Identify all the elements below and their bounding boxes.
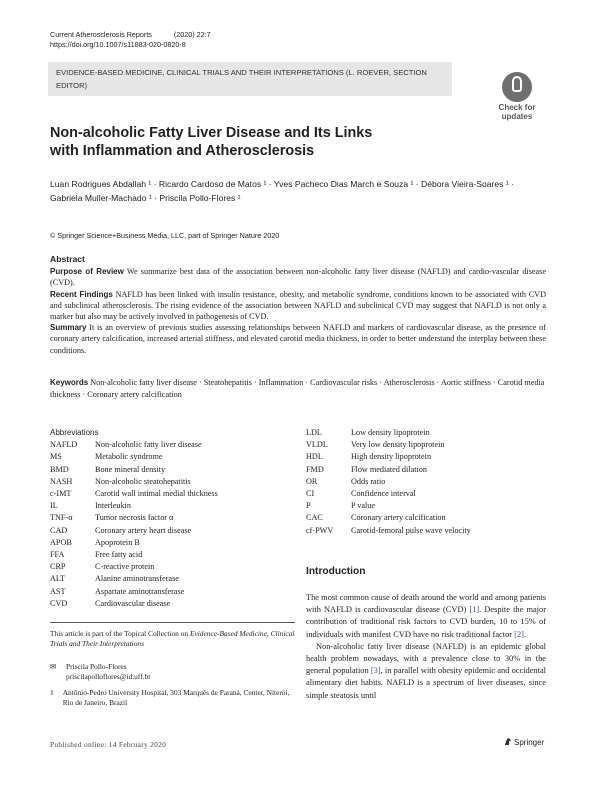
keywords-text: Non-alcoholic fatty liver disease · Steatohepatitis · Inflammation · Cardiovascular risks · Atherosclerosis · Aortic stiffness · Carotid media thickness · Coronary artery calcification — [50, 378, 545, 399]
purpose-text: We summarize best data of the association between non-alcoholic fatty liver disease (NAFLD) and cardio-vascular disease (CVD). — [50, 267, 546, 288]
abbr-row: OR Odds ratio — [306, 476, 386, 486]
abbr-row: cf-PWV Carotid-femoral pulse wave velocity — [306, 525, 471, 535]
reference-link[interactable]: [1] — [469, 605, 480, 615]
affiliation-text: Antônio-Pedro University Hospital, 303 Marquês de Paraná, Center, Niterói, Rio de Janeiro, Brazil — [62, 688, 290, 707]
intro-paragraph-2: Non-alcoholic fatty liver disease (NAFLD) is an epidemic global health problem nowadays, with a prevalence close to 30% in the general population [3], in parallel with obesity epidemic and occidental alimentary diet habits. NAFLD is a spectrum of liver diseases, since simple steatosis until — [306, 641, 546, 700]
contact-name: Priscila Pollo-Flores — [66, 662, 127, 671]
note-prefix: This article is part of the Topical Collection on — [50, 629, 190, 638]
abstract-section — [50, 254, 546, 356]
badge-line1: Check for — [498, 103, 536, 112]
note-topic: Evidence-Based Medicine, Clinical Trials and Their Interpretations — [50, 629, 295, 648]
contact-email[interactable]: priscilapolloflores@id.uff.br — [66, 672, 151, 681]
summary-label: Summary — [50, 323, 87, 333]
abbr-row: MS Metabolic syndrome — [50, 452, 163, 462]
check-for-updates-badge[interactable] — [491, 72, 543, 124]
abbreviations-right — [306, 427, 471, 537]
abbr-row: FFA Free fatty acid — [50, 550, 143, 560]
abstract-heading: Abstract — [50, 254, 85, 264]
reference-link[interactable]: [3] — [370, 666, 381, 676]
article-title: Non-alcoholic Fatty Liver Disease and Its Links with Inflammation and Atherosclerosis — [50, 125, 373, 159]
abbr-row: CAD Coronary artery heart disease — [50, 525, 192, 535]
published-online: Published online: 14 February 2020 — [50, 740, 167, 749]
abbr-row: CRP C-reactive protein — [50, 562, 155, 572]
abbr-row: HDL High density lipoprotein — [306, 452, 432, 462]
bookmark-icon — [502, 72, 532, 102]
keywords-label: Keywords — [50, 378, 89, 387]
introduction-body — [306, 592, 546, 702]
topical-collection-note — [50, 622, 295, 649]
abbr-row: ALT Alanine aminotransferase — [50, 574, 179, 584]
abbreviations-left — [50, 427, 218, 610]
springer-horse-icon — [504, 737, 512, 746]
abbr-row: FMD Flow mediated dilation — [306, 464, 427, 474]
abbr-row: NASH Non-alcoholic steatohepatitis — [50, 476, 191, 486]
abbr-row: P P value — [306, 501, 376, 511]
keywords-section — [50, 377, 546, 401]
abbr-row: c-IMT Carotid wall intimal medial thickness — [50, 489, 218, 499]
abbr-row: VLDL Very low density lipoprotein — [306, 440, 445, 450]
abbr-row: NAFLD Non-alcoholic fatty liver disease — [50, 440, 202, 450]
correspondence-block — [50, 662, 295, 708]
purpose-label: Purpose of Review — [50, 267, 124, 277]
intro-paragraph-1: The most common cause of death around the world and among patients with NAFLD is cardiovascular disease (CVD) [1]. Despite the major contribution of traditional risk factors to CVD burden, 10 to 15% of individuals with manifest CVD have no risk traditional factor [2]. — [306, 593, 546, 639]
abbreviations-heading: Abbreviations — [50, 428, 99, 437]
introduction-heading: Introduction — [306, 566, 366, 577]
abbr-row: CVD Cardiovascular disease — [50, 598, 171, 608]
doi-link[interactable]: https://doi.org/10.1007/s11883-020-0820-8 — [50, 40, 186, 49]
abbr-row: AST Aspartate aminotransferase — [50, 586, 185, 596]
authors-line2: Gabriela Muller-Machado ¹ · Priscila Pollo-Flores ¹ — [50, 192, 241, 203]
abbr-row: CAC Coronary artery calcification — [306, 513, 446, 523]
findings-label: Recent Findings — [50, 289, 113, 299]
section-banner: EVIDENCE-BASED MEDICINE, CLINICAL TRIALS AND THEIR INTERPRETATIONS (L. ROEVER, SECTION EDITOR) — [48, 62, 452, 96]
citation: (2020) 22:7 — [173, 30, 211, 39]
publisher-name: Springer — [514, 738, 545, 747]
abbr-row: BMD Bone mineral density — [50, 464, 166, 474]
reference-link[interactable]: [2] — [514, 629, 524, 639]
abbr-row: IL Interleukin — [50, 501, 131, 511]
journal-name: Current Atherosclerosis Reports — [50, 30, 152, 39]
abbr-row: LDL Low density lipoprotein — [306, 428, 430, 437]
findings-text: NAFLD has been linked with insulin resistance, obesity, and metabolic syndrome, conditions known to be associated with CVD and subclinical atherosclerosis. The rising evidence of the association between NAFLD and subclinical CVD may suggest that NAFLD is not only a marker but also may be actively involved in pathogenesis of CVD. — [50, 289, 546, 322]
summary-text: It is an overview of previous studies assessing relationships between NAFLD and markers of cardiovascular disease, as the presence of coronary artery calcification, increased arterial stiffness, and elevated carotid media thickness, in order to better understand the interplay between these conditions. — [50, 323, 547, 355]
envelope-icon: ✉ — [50, 662, 57, 671]
badge-line2: updates — [501, 112, 533, 121]
abbr-row: CI Confidence interval — [306, 489, 416, 499]
abbr-row: APOB Apoprotein B — [50, 537, 140, 547]
authors-line1: Luan Rodrigues Abdallah ¹ · Ricardo Cardoso de Matos ¹ · Yves Pacheco Dias March e Souza ¹ · Débora Vieira-Soares ¹ · — [50, 179, 514, 189]
copyright-notice: © Springer Science+Business Media, LLC, part of Springer Nature 2020 — [50, 231, 280, 240]
journal-header — [50, 30, 211, 50]
publisher-logo — [504, 737, 544, 747]
author-list — [50, 178, 550, 205]
affiliation-mark: 1 — [50, 688, 54, 697]
abbr-row: TNF-α Tumor necrosis factor α — [50, 513, 174, 523]
